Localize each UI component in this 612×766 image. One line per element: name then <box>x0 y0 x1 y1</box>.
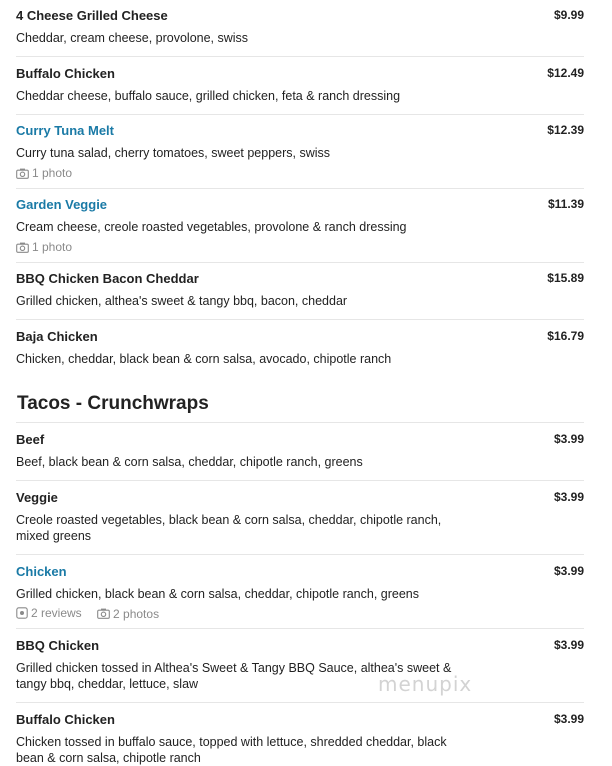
menu-item <box>16 123 584 183</box>
item-price: $3.99 <box>553 432 584 446</box>
photos-count: 1 photo <box>32 166 73 180</box>
review-icon <box>16 607 28 619</box>
item-price: $12.39 <box>547 123 584 137</box>
photos-link[interactable] <box>97 607 159 621</box>
camera-icon <box>97 608 110 619</box>
section-title: Tacos - Crunchwraps <box>17 393 209 414</box>
item-price: $3.99 <box>553 490 584 504</box>
item-name-link[interactable]: Garden Veggie <box>16 197 108 212</box>
item-name: Veggie <box>16 490 58 505</box>
item-price: $3.99 <box>553 712 584 726</box>
item-description: Chicken tossed in buffalo sauce, topped with lettuce, shredded cheddar, black bean & corn salsa, chipotle ranch <box>16 735 447 765</box>
photos-count: 1 photo <box>32 240 73 254</box>
item-description: Curry tuna salad, cherry tomatoes, sweet peppers, swiss <box>16 146 331 160</box>
item-description: Chicken, cheddar, black bean & corn salsa, avocado, chipotle ranch <box>16 352 392 366</box>
item-price: $9.99 <box>553 8 584 22</box>
menu-item <box>16 197 584 257</box>
item-description: Cheddar cheese, buffalo sauce, grilled chicken, feta & ranch dressing <box>16 89 401 103</box>
item-name: BBQ Chicken <box>16 638 100 653</box>
item-name: Buffalo Chicken <box>16 66 115 81</box>
item-meta <box>16 606 171 622</box>
item-description: Creole roasted vegetables, black bean & corn salsa, cheddar, chipotle ranch, mixed greens <box>16 513 442 543</box>
photos-link[interactable] <box>16 166 72 180</box>
menu-item <box>16 66 584 106</box>
separator <box>16 702 584 703</box>
item-name: Baja Chicken <box>16 329 98 344</box>
reviews-count: 2 reviews <box>31 606 82 620</box>
camera-icon <box>16 242 29 253</box>
menu-item <box>16 8 584 48</box>
item-description: Cream cheese, creole roasted vegetables, provolone & ranch dressing <box>16 220 407 234</box>
separator <box>16 554 584 555</box>
camera-icon <box>16 168 29 179</box>
separator <box>16 262 584 263</box>
menu-item <box>16 329 584 369</box>
item-price: $3.99 <box>553 564 584 578</box>
item-price: $11.39 <box>547 197 584 211</box>
menu-item <box>16 490 584 546</box>
reviews-link[interactable] <box>16 606 82 620</box>
menu-item <box>16 271 584 311</box>
item-description: Grilled chicken, black bean & corn salsa, cheddar, chipotle ranch, greens <box>16 587 420 601</box>
item-name: Buffalo Chicken <box>16 712 115 727</box>
separator <box>16 114 584 115</box>
item-price: $16.79 <box>547 329 584 343</box>
separator <box>16 56 584 57</box>
item-meta <box>16 240 84 256</box>
item-name-link[interactable]: Chicken <box>16 564 67 579</box>
separator <box>16 628 584 629</box>
menu-item <box>16 712 584 766</box>
item-name: Beef <box>16 432 45 447</box>
item-price: $3.99 <box>553 638 584 652</box>
separator <box>16 319 584 320</box>
menu-item <box>16 432 584 472</box>
item-description: Grilled chicken, althea's sweet & tangy bbq, bacon, cheddar <box>16 294 348 308</box>
menu-item <box>16 638 584 694</box>
separator <box>16 480 584 481</box>
photos-link[interactable] <box>16 240 72 254</box>
item-description: Grilled chicken tossed in Althea's Sweet & Tangy BBQ Sauce, althea's sweet & tangy bbq, cheddar, lettuce, slaw <box>16 661 452 691</box>
item-price: $15.89 <box>547 271 584 285</box>
item-price: $12.49 <box>547 66 584 80</box>
separator <box>16 188 584 189</box>
menu-item <box>16 564 584 624</box>
separator <box>16 422 584 423</box>
item-description: Beef, black bean & corn salsa, cheddar, chipotle ranch, greens <box>16 455 363 469</box>
item-name: BBQ Chicken Bacon Cheddar <box>16 271 199 286</box>
item-description: Cheddar, cream cheese, provolone, swiss <box>16 31 249 45</box>
watermark-logo: menupix <box>378 672 473 696</box>
photos-count: 2 photos <box>113 606 160 621</box>
item-name-link[interactable]: Curry Tuna Melt <box>16 123 114 138</box>
item-meta <box>16 166 84 182</box>
item-name: 4 Cheese Grilled Cheese <box>16 8 168 23</box>
